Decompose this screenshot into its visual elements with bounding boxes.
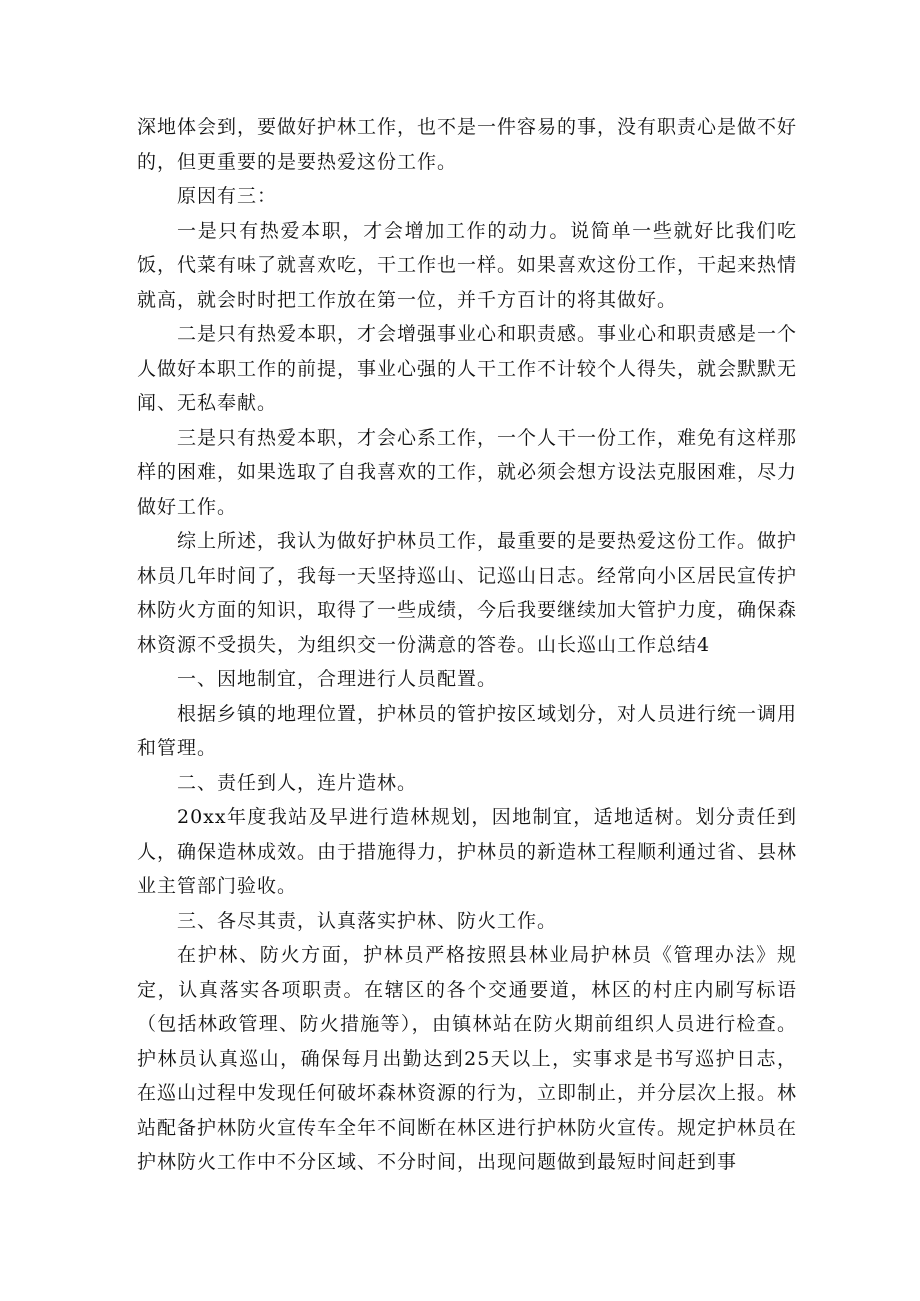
paragraph-11: 三、各尽其责，认真落实护林、防火工作。 <box>177 909 558 932</box>
paragraph-1: 深地体会到，要做好护林工作，也不是一件容易的事，没有职责心是做不好的，但更重要的是要热爱这份工作。 <box>137 116 798 173</box>
paragraph-2: 原因有三： <box>177 185 278 207</box>
paragraph-8: 根据乡镇的地理位置，护林员的管护按区域划分，对人员进行统一调用和管理。 <box>137 702 798 759</box>
paragraph-3: 一是只有热爱本职，才会增加工作的动力。说简单一些就好比我们吃饭，代菜有味了就喜欢吃，干工作也一样。如果喜欢这份工作，干起来热情就高，就会时时把工作放在第一位，并千方百计的将其做好。 <box>137 219 798 311</box>
document-body <box>137 110 797 1180</box>
paragraph-9: 二、责任到人，连片造林。 <box>177 771 418 794</box>
paragraph-6: 综上所述，我认为做好护林员工作，最重要的是要热爱这份工作。做护林员几年时间了，我每一天坚持巡山、记巡山日志。经常向小区居民宣传护林防火方面的知识，取得了一些成绩，今后我要继续加大管护力度，确保森林资源不受损失，为组织交一份满意的答卷。山长巡山工作总结4 <box>137 530 798 656</box>
paragraph-4: 二是只有热爱本职，才会增强事业心和职责感。事业心和职责感是一个人做好本职工作的前提，事业心强的人干工作不计较个人得失，就会默默无闻、无私奉献。 <box>137 323 798 414</box>
paragraph-5: 三是只有热爱本职，才会心系工作，一个人干一份工作，难免有这样那样的困难，如果选取了自我喜欢的工作，就必须会想方设法克服困难，尽力做好工作。 <box>137 426 798 518</box>
paragraph-10: 20xx年度我站及早进行造林规划，因地制宜，适地适树。划分责任到人，确保造林成效。由于措施得力，护林员的新造林工程顺利通过省、县林业主管部门验收。 <box>137 806 798 897</box>
paragraph-7: 一、因地制宜，合理进行人员配置。 <box>177 668 498 690</box>
paragraph-12: 在护林、防火方面，护林员严格按照县林业局护林员《管理办法》规定，认真落实各项职责。在辖区的各个交通要道，林区的村庄内刷写标语（包括林政管理、防火措施等），由镇林站在防火期前组织人员进行检查。护林员认真巡山，确保每月出勤达到25天以上，实事求是书写巡护日志，在巡山过程中发现任何破坏森林资源的行为，立即制止，并分层次上报。林站配备护林防火宣传车全年不间断在林区进行护林防火宣传。规定护林员在护林防火工作中不分区域、不分时间，出现问题做到最短时间赶到事 <box>137 944 798 1173</box>
